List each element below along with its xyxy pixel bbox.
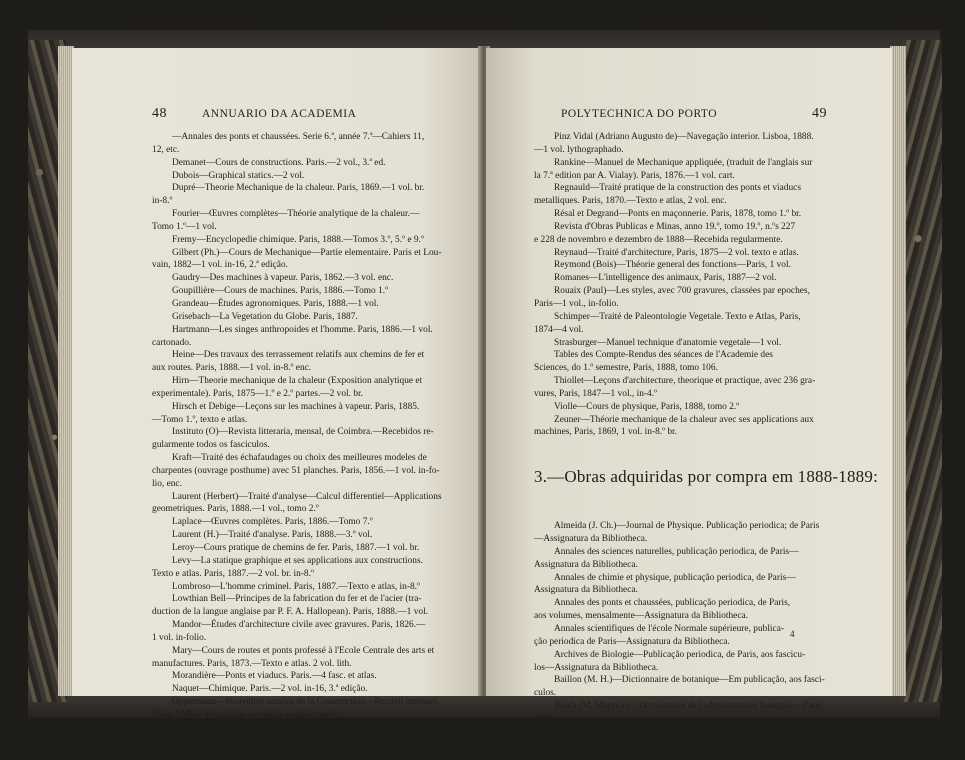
left-text-line: aux routes. Paris, 1888.—1 vol. in-8.º enc. (152, 362, 462, 375)
right-text-line: Strasburger—Manuel technique d'anatomie vegetale—1 vol. (534, 337, 862, 350)
left-text-line: Heine—Des travaux des terrassement relatifs aux chemins de fer et (152, 349, 462, 362)
right-text-line: Pinz Vidal (Adriano Augusto de)—Navegação interior. Lisboa, 1888. (534, 131, 862, 144)
left-text-line: Lombroso—L'homme criminel. Paris, 1887.—Texto e atlas, in-8.º (152, 581, 462, 594)
right-text-line: Rouaix (Paul)—Les styles, avec 700 gravures, classées par epoches, (534, 285, 862, 298)
left-text-line: Fourier—Œuvres complètes—Théorie analytique de la chaleur.— (152, 208, 462, 221)
right-text-top (534, 131, 862, 439)
right-text-line: metalliques. Paris, 1870.—Texto e atlas, 2 vol. enc. (534, 195, 862, 208)
right-text-line: culos. (534, 687, 862, 700)
left-text-line: Goupillière—Cours de machines. Paris, 1886.—Tomo 1.º (152, 285, 462, 298)
right-text-line: los—Assignatura da Bibliotheca. (534, 662, 862, 675)
right-text-line: Romanes—L'intelligence des animaux, Paris, 1887—2 vol. (534, 272, 862, 285)
left-text-line: Perquen et Damien—Introduction à la Physique experimentale. (152, 735, 462, 748)
right-text-line: Bulletin des sciences mathematiques, publicação periodica de (534, 726, 862, 739)
left-text-line: Dupré—Theorie Mechanique de la chaleur. Paris, 1869.—1 vol. br. (152, 182, 462, 195)
right-text-line: Almeida (J. Ch.)—Journal de Physique. Publicação periodica; de Paris (534, 520, 862, 533)
left-text-line: Leroy—Cours pratique de chemins de fer. Paris, 1887.—1 vol. br. (152, 542, 462, 555)
right-text-line: Archives de Biologie—Publicação periodica, de Paris, aos fascicu- (534, 649, 862, 662)
left-running-title: ANNUARIO DA ACADEMIA (202, 108, 356, 120)
left-text-line: Fremy—Encyclopedie chimique. Paris, 1888.—Tomos 3.º, 5.º e 9.º (152, 234, 462, 247)
right-page (486, 48, 892, 696)
right-text-line: e 228 de novembro e dezembro de 1888—Recebida regularmente. (534, 234, 862, 247)
section-heading: 3.—Obras adquiridas por compra em 1888-1889: (534, 462, 862, 492)
right-text-line: Paris—1 vol., in-folio. (534, 298, 862, 311)
left-text-line: —Tomo 1.º, texto e atlas. (152, 414, 462, 427)
right-text-line: Paris—Assignatura da Bibliotheca. (534, 739, 862, 752)
left-text-line: Oppermann—Nouvelles annales de la Construction—Recueil mensuel. (152, 696, 462, 709)
signature-mark: 4 (790, 629, 795, 639)
left-text-line: vain, 1882—1 vol. in-16, 2.ª edição. (152, 259, 462, 272)
right-text-line: Reynaud—Traité d'architecture, Paris, 1875—2 vol. texto e atlas. (534, 247, 862, 260)
left-text-line: Gaudry—Des machines à vapeur. Paris, 1862.—3 vol. enc. (152, 272, 462, 285)
right-text-line: vures, Paris, 1847—1 vol., in-4.º (534, 388, 862, 401)
left-text-line: Lowthian Bell—Principes de la fabrication du fer et de l'acier (tra- (152, 593, 462, 606)
right-text-line: Baillon (M. H.)—Dictionnaire de botanique—Em publicação, aos fasci- (534, 674, 862, 687)
right-text-line: Rankine—Manuel de Mechanique appliquée, (traduit de l'anglais sur (534, 157, 862, 170)
left-page-text (152, 131, 462, 760)
right-text-line: —1 vol. lythographado. (534, 144, 862, 157)
right-text-line: Assignatura da Bibliotheca. (534, 584, 862, 597)
left-text-line: Hirsch et Debige—Leçons sur les machines à vapeur. Paris, 1885. (152, 401, 462, 414)
left-text-line: —Annales des ponts et chaussées. Serie 6.ª, année 7.ª—Cahiers 11, (152, 131, 462, 144)
right-text-line: 1885. (534, 713, 862, 726)
left-text-line: Paris, 1888.—Fasciculos recebidos regularmente. (152, 709, 462, 722)
left-text-line: Tomo 1.º—1 vol. (152, 221, 462, 234)
left-text-line: Dubois—Graphical statics.—2 vol. (152, 170, 462, 183)
right-text-line: machines, Paris, 1869, 1 vol. in-8.º br. (534, 426, 862, 439)
left-text-line: Kraft—Traité des échafaudages ou choix des meilleures modeles de (152, 452, 462, 465)
right-text-bottom (534, 520, 862, 751)
left-text-line: Instituto (O)—Revista litteraria, mensal, de Coimbra.—Recebidos re- (152, 426, 462, 439)
right-text-line: —Assignatura da Bibliotheca. (534, 533, 862, 546)
left-text-line: in-8.º (152, 195, 462, 208)
right-text-line: Assignatura da Bibliotheca. (534, 559, 862, 572)
left-text-line: geometriques. Paris, 1888.—1 vol., tomo 2.º (152, 503, 462, 516)
left-text-line: Laurent (Herbert)—Traité d'analyse—Calcul differentiel—Applications (152, 491, 462, 504)
left-text-line: cartonado. (152, 337, 462, 350)
section-gap-after (534, 492, 862, 520)
left-text-line: 1 vol. in-folio. (152, 632, 462, 645)
left-text-line: lio, enc. (152, 478, 462, 491)
right-running-head (486, 108, 892, 122)
left-text-line: Hartmann—Les singes anthropoides et l'homme. Paris, 1886.—1 vol. (152, 324, 462, 337)
right-running-title: POLYTECHNICA DO PORTO (561, 108, 717, 120)
right-text-line: Bloch (M. Maurice)—Dictionnaire de l'administration française—Paris, (534, 700, 862, 713)
left-text-line: gularmente todos os fasciculos. (152, 439, 462, 452)
right-text-line: Schimper—Traité de Paleontologie Vegetale. Texto e Atlas, Paris, (534, 311, 862, 324)
right-text-line: Thiollet—Leçons d'architecture, theorique et practique, avec 236 gra- (534, 375, 862, 388)
left-text-line: duction de la langue anglaise par P. F. A. Hallopean). Paris, 1888.—1 vol. (152, 606, 462, 619)
left-page (72, 48, 482, 696)
section-gap (534, 439, 862, 462)
right-text-line: 1874—4 vol. (534, 324, 862, 337)
left-text-line: Texto e atlas. Paris, 1887.—2 vol. br. in-8.º (152, 568, 462, 581)
left-text-line: experimentale). Paris, 1875—1.º e 2.º partes.—2 vol. br. (152, 388, 462, 401)
left-text-line: Demanet—Cours de constructions. Paris.—2 vol., 3.ª ed. (152, 157, 462, 170)
left-text-line: Grisebach—La Vegetation du Globe. Paris, 1887. (152, 311, 462, 324)
left-text-line: Hirn—Theorie mechanique de la chaleur (Exposition analytique et (152, 375, 462, 388)
right-text-line: Regnauld—Traité pratique de la construction des ponts et viaducs (534, 182, 862, 195)
right-text-line: Annales des ponts et chaussées, publicação periodica, de Paris, (534, 597, 862, 610)
right-text-line: Annales de chimie et physique, publicação periodica, de Paris— (534, 572, 862, 585)
left-text-line: manufactures. Paris, 1873.—Texto e atlas. 2 vol. lith. (152, 658, 462, 671)
left-text-line: Gilbert (Ph.)—Cours de Mechanique—Partie elementaire. Paris et Lou- (152, 247, 462, 260)
right-text-line: Zeuner—Théorie mechanique de la chaleur avec ses applications aux (534, 414, 862, 427)
marbled-cover-right (902, 40, 942, 702)
left-text-line: Levy—La statique graphique et ses applications aux constructions. (152, 555, 462, 568)
right-text-line: Revista d'Obras Publicas e Minas, anno 19.º, tomo 19.º, n.ºs 227 (534, 221, 862, 234)
right-text-line: Reymond (Bois)—Théorie general des fonctions—Paris, 1 vol. (534, 259, 862, 272)
left-text-line: Mary—Cours de routes et ponts professé à l'Ecole Centrale des arts et (152, 645, 462, 658)
left-text-line: Laplace—Œuvres complètes. Paris, 1886.—Tomo 7.º (152, 516, 462, 529)
right-text-line: la 7.ª edition par A. Vialay). Paris, 1876.—1 vol. cart. (534, 170, 862, 183)
left-text-line: —Portefeuille economique des Machines.—Idem. (152, 722, 462, 735)
right-page-number: 49 (812, 106, 827, 122)
left-text-line: Mandor—Études d'architecture civile avec gravures. Paris, 1826.— (152, 619, 462, 632)
right-text-line: Annales des sciences naturelles, publicação periodica, de Paris— (534, 546, 862, 559)
left-text-line: Morandière—Ponts et viaducs. Paris.—4 fasc. et atlas. (152, 670, 462, 683)
right-text-line: Sciences, do 1.º semestre, Paris, 1888, tomo 106. (534, 362, 862, 375)
right-page-text (534, 131, 862, 751)
right-text-line: aos volumes, mensalmente—Assignatura da Bibliotheca. (534, 610, 862, 623)
right-text-line: Annales scientifiques de l'école Normale supérieure, publica- (534, 623, 862, 636)
right-text-line: Résal et Degrand—Ponts en maçonnerie. Paris, 1878, tomo 1.º br. (534, 208, 862, 221)
left-text-line: Naquet—Chimique. Paris.—2 vol. in-16, 3.ª edição. (152, 683, 462, 696)
left-text-line: Grandeau—Études agronomiques. Paris, 1888.—1 vol. (152, 298, 462, 311)
left-text-line: Laurent (H.)—Traité d'analyse. Paris, 1888.—3.º vol. (152, 529, 462, 542)
page-edges-right (890, 46, 906, 696)
left-running-head (72, 108, 482, 122)
right-text-line: ção periodica de Paris—Assignatura da Bibliotheca. (534, 636, 862, 649)
left-text-line: Paris, 1888.—1 vol. (152, 748, 462, 760)
right-text-line: Violle—Cours de physique, Paris, 1888, tomo 2.º (534, 401, 862, 414)
left-text-line: charpentes (ouvrage posthume) avec 51 planches. Paris, 1856.—1 vol. in-fo- (152, 465, 462, 478)
left-page-number: 48 (152, 106, 167, 122)
left-text-line: 12, etc. (152, 144, 462, 157)
right-text-line: Tables des Compte-Rendus des séances de l'Academie des (534, 349, 862, 362)
